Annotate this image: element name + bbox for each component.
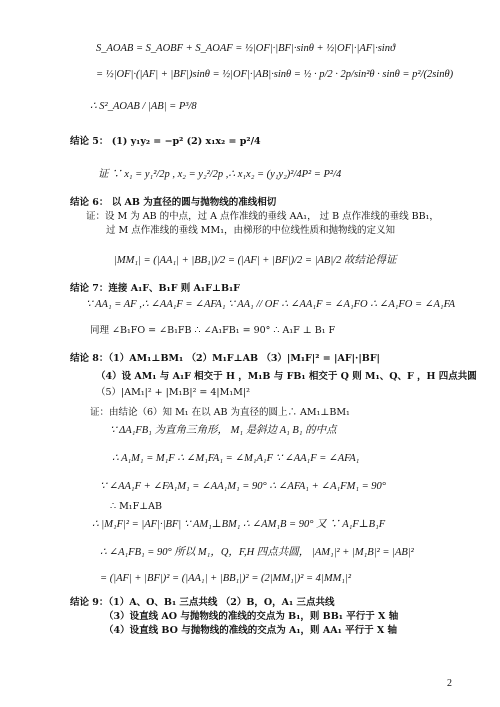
proof-8-line-1: 证：由结论（6）知 M₁ 在以 AB 为直径的圆上∴ AM₁⊥BM₁ (90, 407, 350, 418)
formula-line-3: ∴ S²_AOAB / |AB| = P³/8 (90, 101, 197, 112)
formula-line-1: S_AOAB = S_AOBF + S_AOAF = ½|OF|·|BF|·sinθ + ½|OF|·|AF|·sinϑ (96, 43, 396, 54)
proof-8-line-7: ∴ ∠A₁FB₁ = 90° 所以 M₁，Q，F,H 四点共圆， |AM₁|² + |M₁B|² = |AB|² (100, 547, 414, 558)
conclusion-8-item-5: （5）|AM₁|² + |M₁B|² = 4|M₁M|² (96, 387, 250, 398)
proof-5-line: 证 ∵ x₁ = y₁²/2p , x₂ = y₂²/2p ,∴ x₁x₂ = (y₁y₂)²/4P² = P²/4 (98, 169, 342, 180)
proof-6-formula: |MM₁| = (|AA₁| + |BB₁|)/2 = (|AF| + |BF|)/2 = |AB|/2 故结论得证 (114, 255, 397, 266)
conclusion-5-heading: 结论 5： (1) y₁y₂ = −p² (2) x₁x₂ = p²/4 (70, 136, 261, 147)
proof-7-line-2: 同理 ∠B₁FO = ∠B₁FB ∴ ∠A₁FB₁ = 90° ∴ A₁F ⊥ B₁ F (90, 325, 336, 336)
proof-8-line-3: ∴ A₁M₁ = M₁F ∴ ∠M₁FA₁ = ∠M₁A₁F ∵ ∠AA₁F = ∠AFA₁ (112, 453, 360, 464)
conclusion-9-heading: 结论 9：（1）A、O、B₁ 三点共线 （2）B，O，A₁ 三点共线 (70, 597, 335, 608)
proof-6-line-2: 过 M 点作准线的垂线 MM₁，由梯形的中位线性质和抛物线的定义知 (106, 225, 396, 236)
proof-7-line-1: ∵ AA₁ = AF ,∴ ∠AA₁F = ∠AFA₁ ∵ AA₁ // OF ∴ ∠AA₁F = ∠A₁FO ∴ ∠A₁FO = ∠A₁FA (86, 299, 456, 310)
formula-line-2: = ½|OF|·(|AF| + |BF|)sinθ = ½|OF|·|AB|·sinθ = ½ · p/2 · 2p/sin²θ · sinθ = p²/(2sinθ) (96, 69, 454, 80)
conclusion-9-item-4: （4）设直线 BO 与抛物线的准线的交点为 A₁，则 AA₁ 平行于 X 轴 (104, 625, 398, 636)
proof-8-line-8: = (|AF| + |BF|)² = (|AA₁| + |BB₁|)² = (2|MM₁|)² = 4|MM₁|² (100, 573, 351, 584)
conclusion-7-heading: 结论 7：连接 A₁F、B₁F 则 A₁F⊥B₁F (70, 283, 240, 294)
proof-8-line-4: ∵ ∠AA₁F + ∠FA₁M₁ = ∠AA₁M₁ = 90° ∴ ∠AFA₁ + ∠A₁FM₁ = 90° (100, 481, 387, 492)
conclusion-6-heading: 结论 6： 以 AB 为直径的圆与抛物线的准线相切 (70, 197, 277, 208)
page-number: 2 (447, 678, 452, 689)
conclusion-9-item-3: （3）设直线 AO 与抛物线的准线的交点为 B₁，则 BB₁ 平行于 X 轴 (104, 611, 399, 622)
proof-6-line-1: 证：设 M 为 AB 的中点，过 A 点作准线的垂线 AA₁， 过 B 点作准线的垂线 BB₁， (86, 211, 439, 222)
conclusion-8-heading: 结论 8：（1）AM₁⊥BM₁ （2）M₁F⊥AB （3）|M₁F|² = |AF|·|BF| (70, 353, 381, 364)
proof-8-line-5: ∴ M₁F⊥AB (110, 501, 162, 512)
conclusion-8-item-4: （4）设 AM₁ 与 A₁F 相交于 H ，M₁B 与 FB₁ 相交于 Q 则 M₁、Q、F ，H 四点共圆 (96, 371, 477, 382)
proof-8-line-6: ∴ |M₁F|² = |AF|·|BF| ∵ AM₁⊥BM₁ ∴ ∠AM₁B = 90° 又 ∵ A₁F⊥B₁F (92, 519, 386, 530)
proof-8-line-2: ∵ ΔA₁FB₁ 为直角三角形， M₁ 是斜边 A₁ B₁ 的中点 (110, 425, 337, 436)
